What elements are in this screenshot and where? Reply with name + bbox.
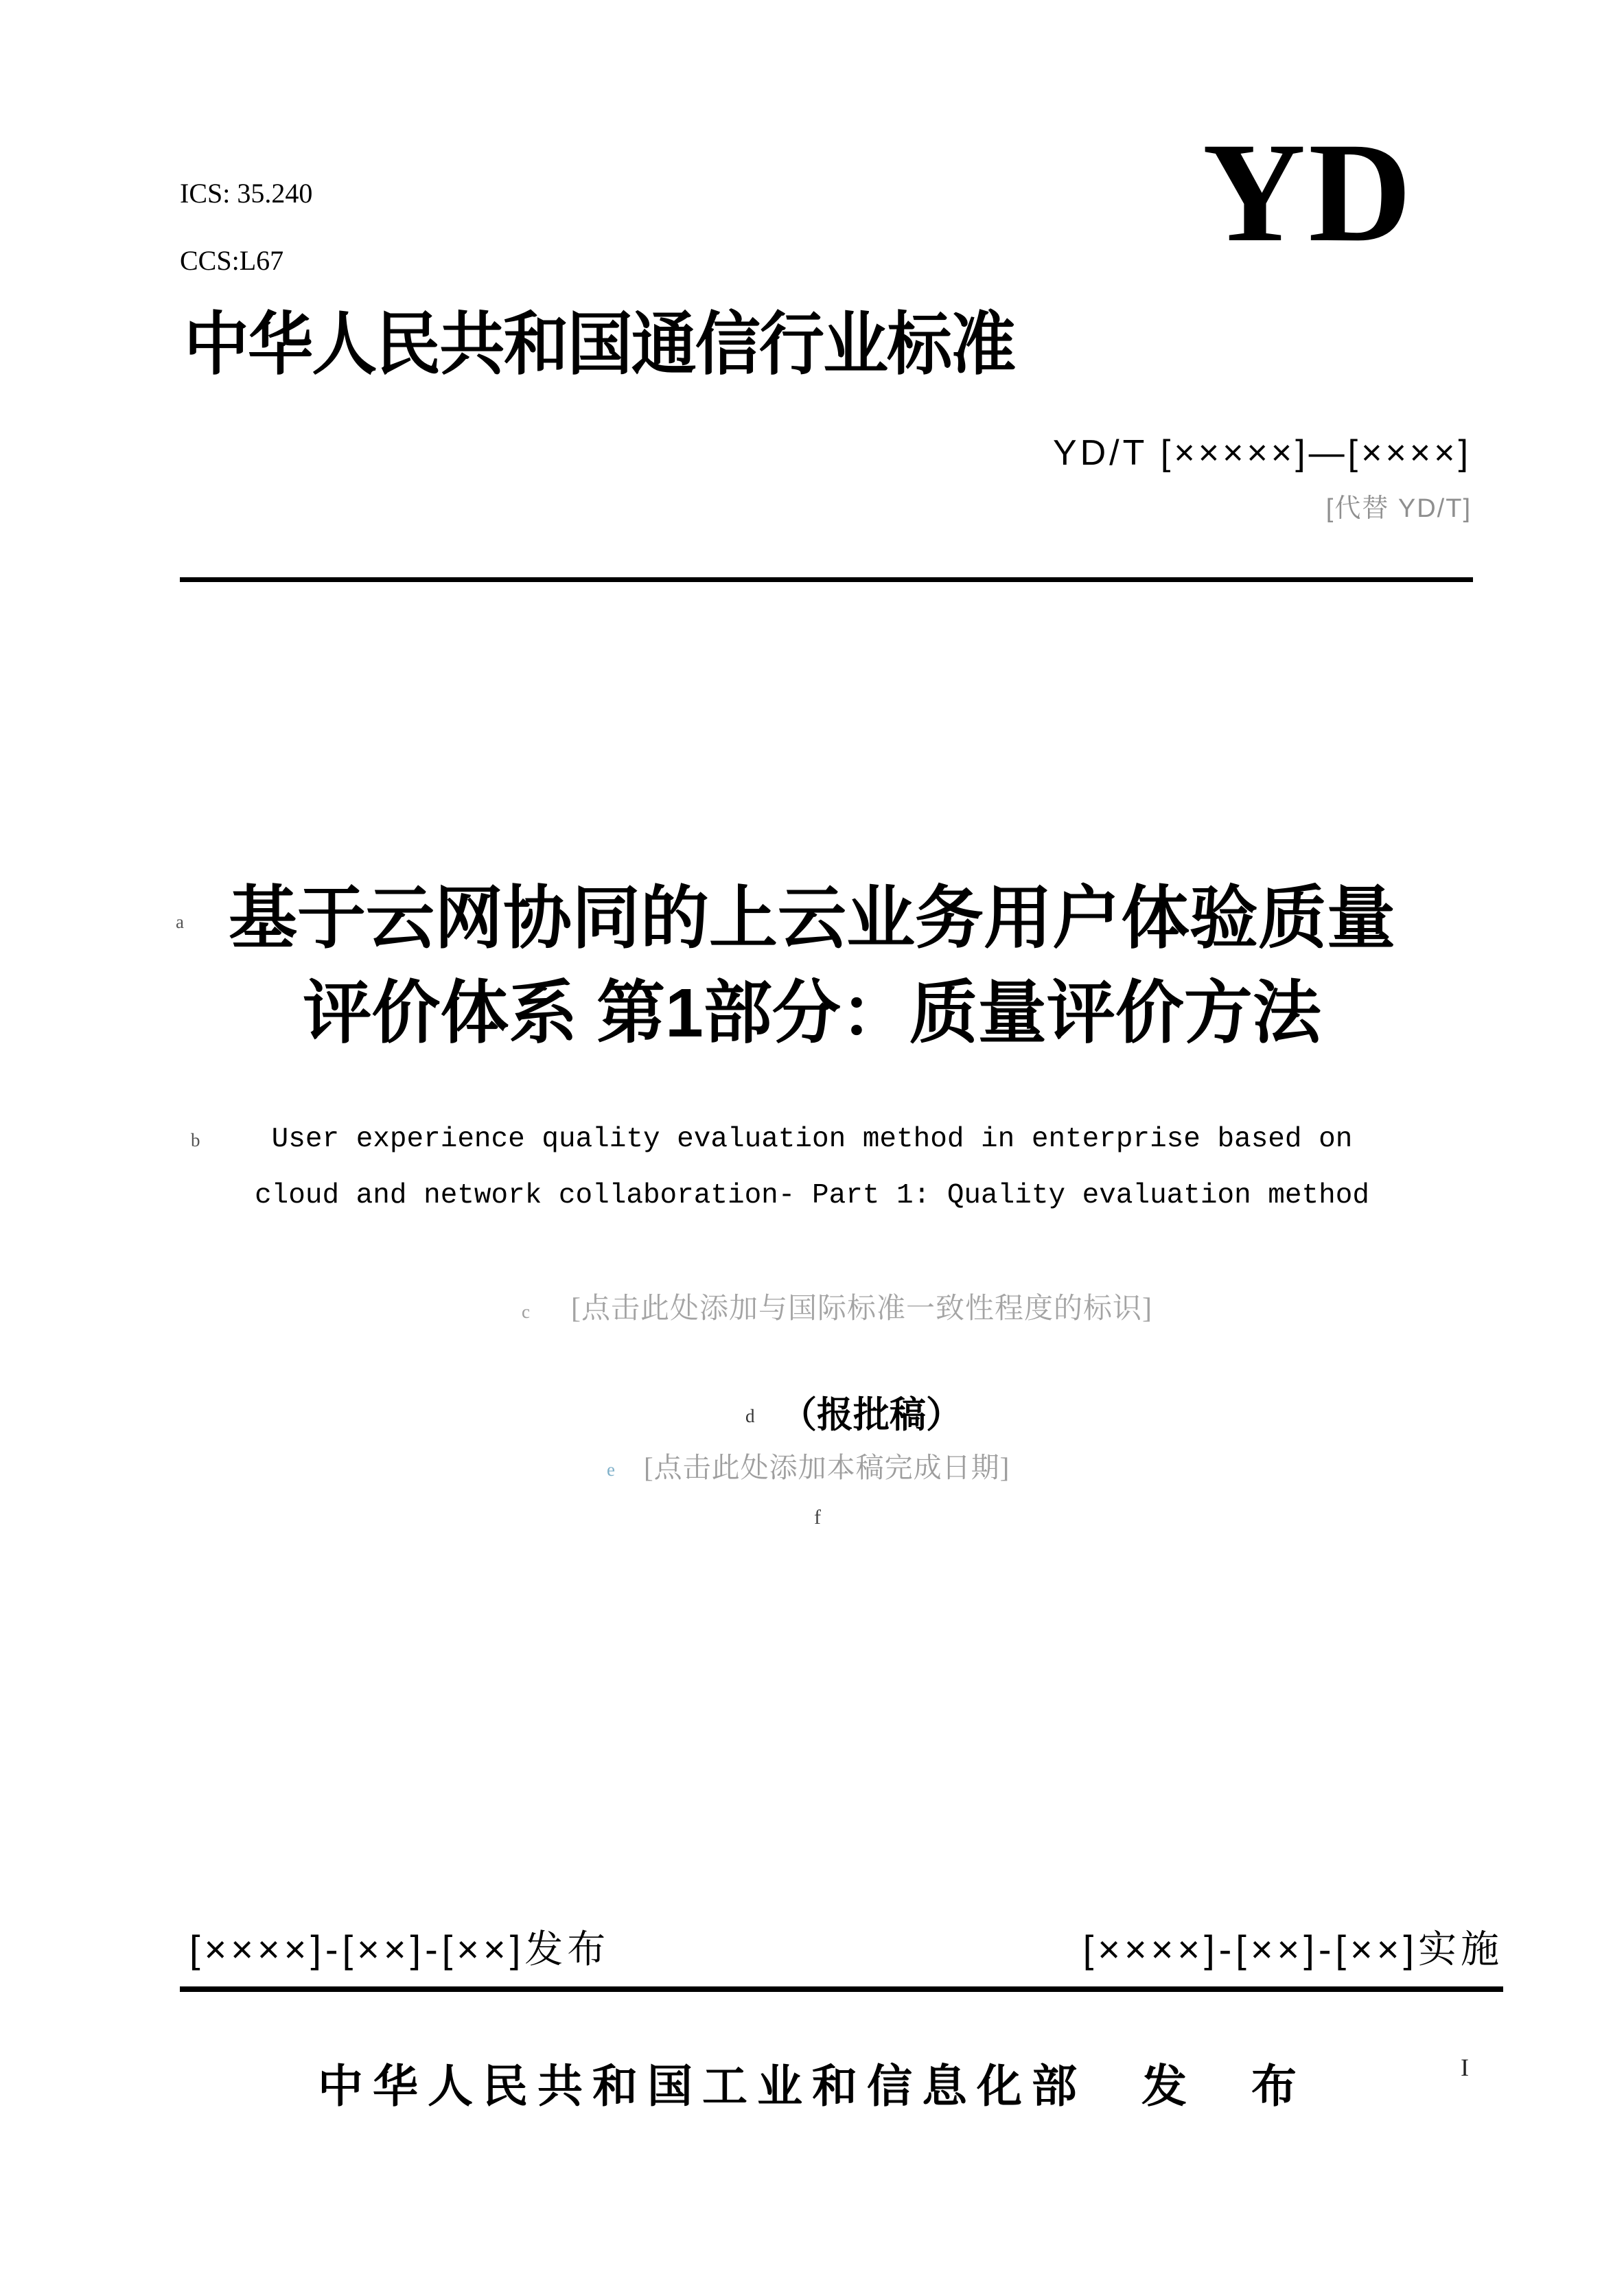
draft-stage-label: （报批稿） <box>780 1395 962 1435</box>
ccs-code: CCS:L67 <box>180 245 284 276</box>
footnote-mark-c: c <box>522 1301 530 1322</box>
title-zh-line1: 基于云网协同的上云业务用户体验质量 <box>229 880 1395 957</box>
title-en-line1: User experience quality evaluation method in enterprise based on <box>271 1124 1353 1155</box>
implement-date: [××××]-[××]-[××]实施 <box>1082 1927 1503 1971</box>
footnote-mark-f: f <box>814 1506 821 1529</box>
footnote-mark-d: d <box>745 1406 755 1426</box>
title-en-line2: cloud and network collaboration- Part 1: Quality evaluation method <box>255 1180 1369 1211</box>
standard-number: YD/T [×××××]—[××××] <box>1052 433 1472 473</box>
intl-consistency-placeholder[interactable]: [点击此处添加与国际标准一致性程度的标识] <box>571 1293 1152 1325</box>
replaces-note: [代替 YD/T] <box>1325 494 1472 523</box>
page-number-mark: I <box>1461 2054 1469 2081</box>
footer-rule <box>180 1986 1503 1992</box>
publisher-line: 中华人民共和国工业和信息化部 发 布 <box>318 2061 1306 2111</box>
footnote-mark-e: e <box>607 1459 615 1480</box>
header-rule <box>180 577 1473 582</box>
ics-code: ICS: 35.240 <box>180 178 313 209</box>
yd-logo: YD <box>1203 113 1415 271</box>
release-date: [××××]-[××]-[××]发布 <box>189 1927 610 1971</box>
standard-category-header: 中华人民共和国通信行业标准 <box>184 306 1015 383</box>
footnote-mark-a: a <box>176 912 184 932</box>
title-zh-line2: 评价体系 第1部分：质量评价方法 <box>303 975 1321 1052</box>
footnote-mark-b: b <box>191 1130 200 1150</box>
completion-date-placeholder[interactable]: [点击此处添加本稿完成日期] <box>644 1452 1010 1483</box>
